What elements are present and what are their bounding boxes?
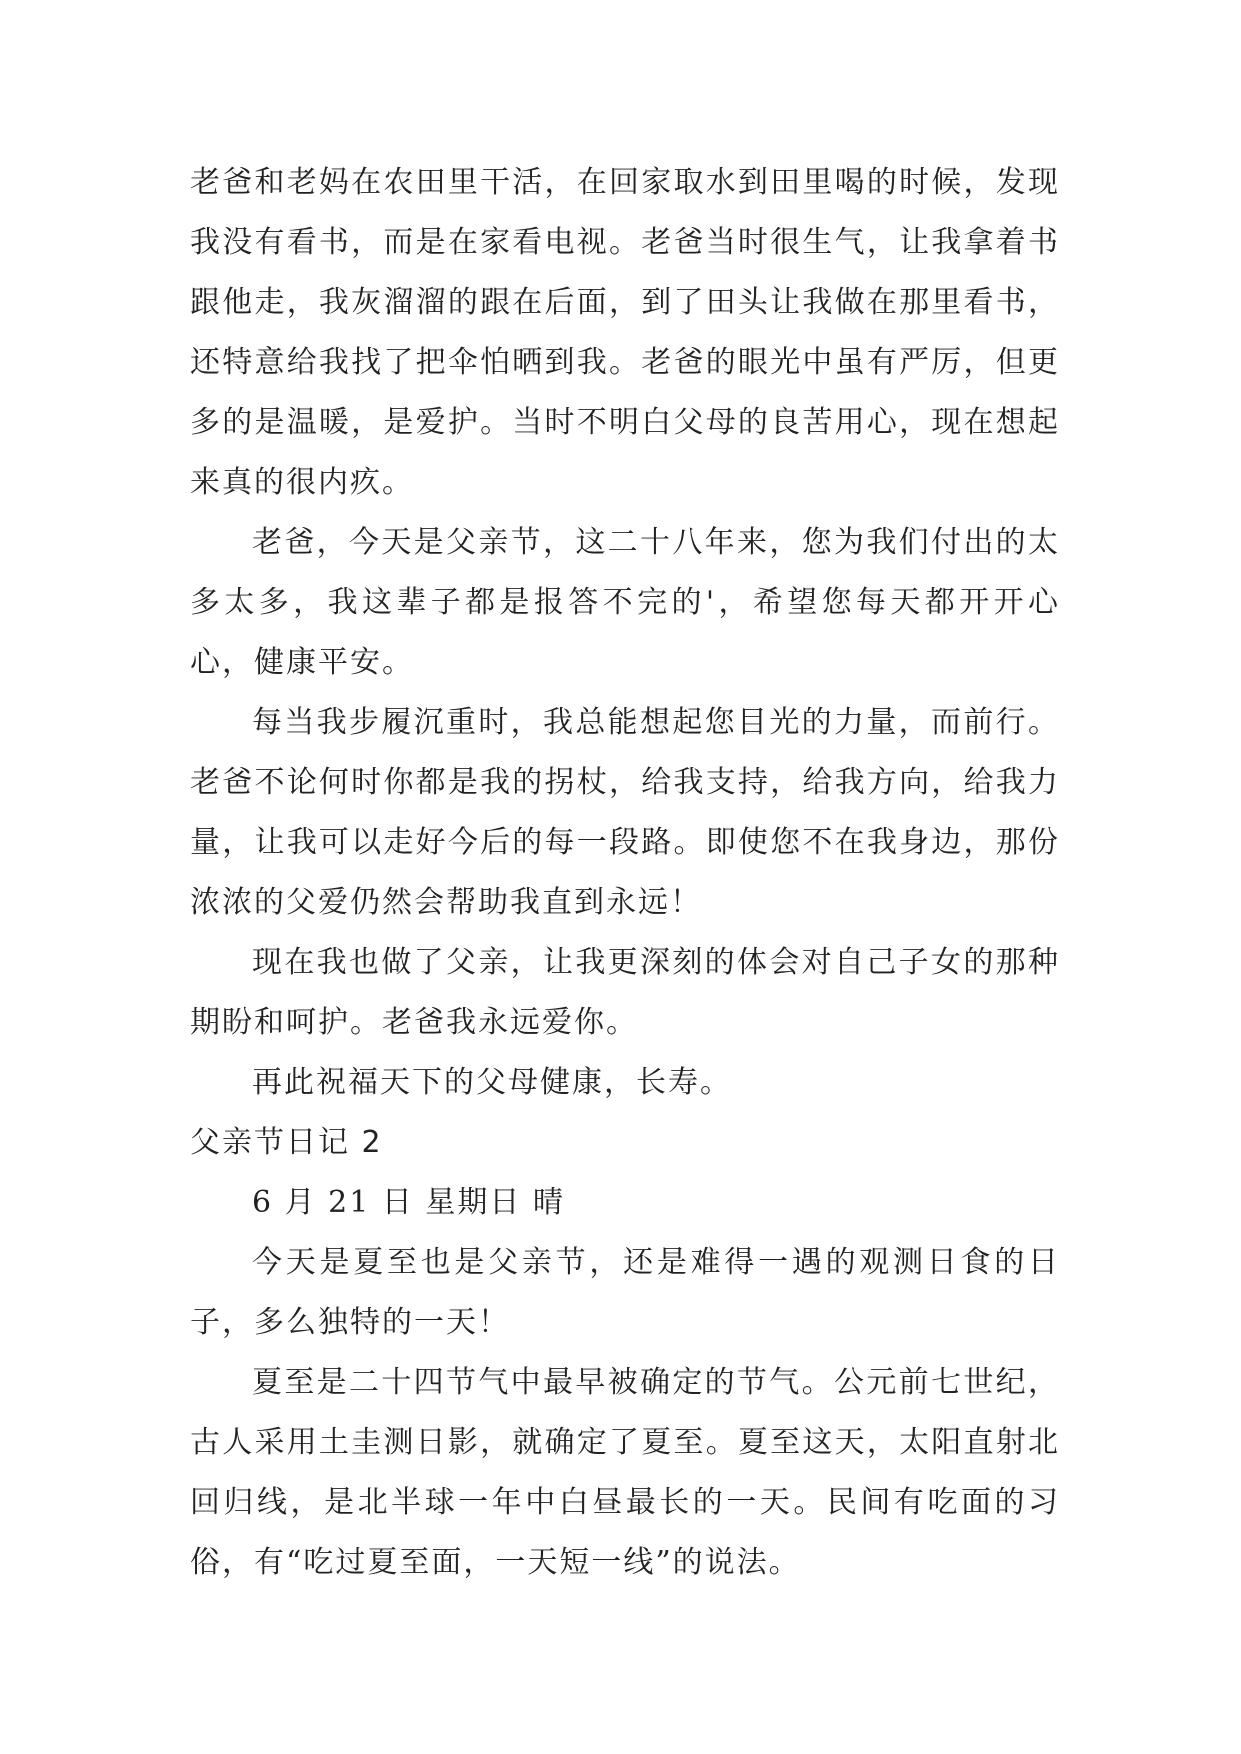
paragraph-solar-term: 夏至是二十四节气中最早被确定的节气。公元前七世纪，古人采用土圭测日影，就确定了夏至。夏至这天，太阳直射北回归线，是北半球一年中白昼最长的一天。民间有吃面的习俗，有“吃过夏至面，一天短一线”的说法。 (190, 1365, 1060, 1580)
document-body (190, 153, 1060, 1593)
date-line: 6 月 21 日 星期日 晴 (252, 1185, 565, 1220)
section-title: 父亲节日记 2 (190, 1125, 383, 1160)
paragraph-fathers-day: 老爸，今天是父亲节，这二十八年来，您为我们付出的太多太多，我这辈子都是报答不完的'，希望您每天都开开心心，健康平安。 (190, 525, 1060, 680)
paragraph-now-father: 现在我也做了父亲，让我更深刻的体会对自己子女的那种期盼和呵护。老爸我永远爱你。 (190, 945, 1060, 1040)
paragraph-blessing: 再此祝福天下的父母健康，长寿。 (252, 1065, 732, 1100)
paragraph-summer-solstice: 今天是夏至也是父亲节，还是难得一遇的观测日食的日子，多么独特的一天！ (190, 1245, 1060, 1340)
paragraph-continued: 老爸和老妈在农田里干活，在回家取水到田里喝的时候，发现我没有看书，而是在家看电视。老爸当时很生气，让我拿着书跟他走，我灰溜溜的跟在后面，到了田头让我做在那里看书，还特意给我找了把伞怕晒到我。老爸的眼光中虽有严厉，但更多的是温暖，是爱护。当时不明白父母的良苦用心，现在想起来真的很内疚。 (190, 165, 1060, 500)
paragraph-strength: 每当我步履沉重时，我总能想起您目光的力量，而前行。老爸不论何时你都是我的拐杖，给我支持，给我方向，给我力量，让我可以走好今后的每一段路。即使您不在我身边，那份浓浓的父爱仍然会帮助我直到永远！ (190, 705, 1060, 920)
